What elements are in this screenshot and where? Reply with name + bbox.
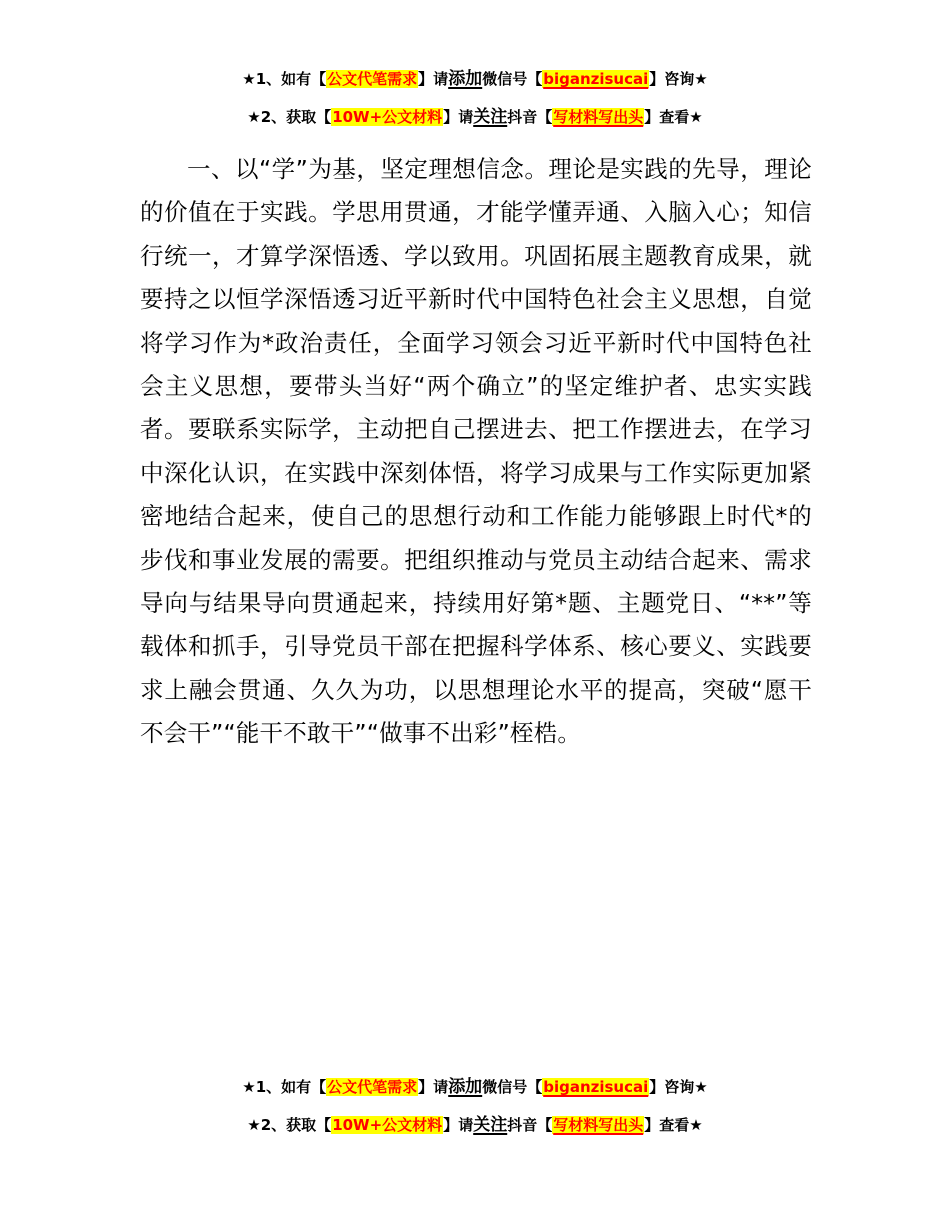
underlined-follow: 关注 [473,107,508,127]
promo-text: 】查看 [644,1116,690,1134]
body-paragraph: 一、以“学”为基，坚定理想信念。理论是实践的先导，理论的价值在于实践。学思用贯通，才能学懂弄通、入脑入心；知信行统一，才算学深悟透、学以致用。巩固拓展主题教育成果，就要持之以恒学深悟透习近平新时代中国特色社会主义思想，自觉将学习作为*政治责任，全面学习领会习近平新时代中国特色社会主义思想，要带头当好“两个确立”的坚定维护者、忠实实践者。要联系实际学，主动把自己摆进去、把工作摆进去，在学习中深化认识，在实践中深刻体悟，将学习成果与工作实际更加紧密地结合起来，使自己的思想行动和工作能力能够跟上时代*的步伐和事业发展的需要。把组织推动与党员主动结合起来、需求导向与结果导向贯通起来，持续用好第*题、主题党日、“**”等载体和抓手，引导党员干部在把握科学体系、核心要义、实践要求上融会贯通、久久为功，以思想理论水平的提高，突破“愿干不会干”“能干不敢干”“做事不出彩”桎梏。 [140,155,812,748]
promo-text: 抖音【 [507,108,553,126]
footer-promo-line-2 [0,1115,950,1135]
star-icon: ★ [689,108,703,126]
promo-text: 】请 [443,1116,474,1134]
header-promo-line-1 [0,69,950,89]
underlined-follow: 关注 [473,1115,508,1135]
footer-promo-line-1 [0,1077,950,1097]
star-icon: ★ [689,1116,703,1134]
promo-text: 1、如有【 [255,70,327,88]
promo-text: 】咨询 [649,1078,695,1096]
highlight-materials: 10W+公文材料 [332,1116,443,1134]
header-promo-line-2 [0,107,950,127]
highlight-service: 公文代笔需求 [327,1078,418,1096]
promo-text: 2、获取【 [260,108,332,126]
star-icon: ★ [694,1078,708,1096]
wechat-id: biganzisucai [543,70,649,88]
promo-text: 】请 [418,70,449,88]
promo-text: 1、如有【 [255,1078,327,1096]
douyin-account: 写材料写出头 [553,108,644,126]
promo-text: 】请 [418,1078,449,1096]
promo-text: 】查看 [644,108,690,126]
star-icon: ★ [242,70,256,88]
star-icon: ★ [247,1116,261,1134]
promo-text: 】咨询 [649,70,695,88]
highlight-materials: 10W+公文材料 [332,108,443,126]
underlined-add: 添加 [448,69,483,89]
star-icon: ★ [247,108,261,126]
wechat-id: biganzisucai [543,1078,649,1096]
douyin-account: 写材料写出头 [553,1116,644,1134]
highlight-service: 公文代笔需求 [327,70,418,88]
star-icon: ★ [694,70,708,88]
underlined-add: 添加 [448,1077,483,1097]
promo-text: 微信号【 [482,1078,543,1096]
promo-text: 】请 [443,108,474,126]
star-icon: ★ [242,1078,256,1096]
promo-text: 微信号【 [482,70,543,88]
promo-text: 抖音【 [507,1116,553,1134]
promo-text: 2、获取【 [260,1116,332,1134]
